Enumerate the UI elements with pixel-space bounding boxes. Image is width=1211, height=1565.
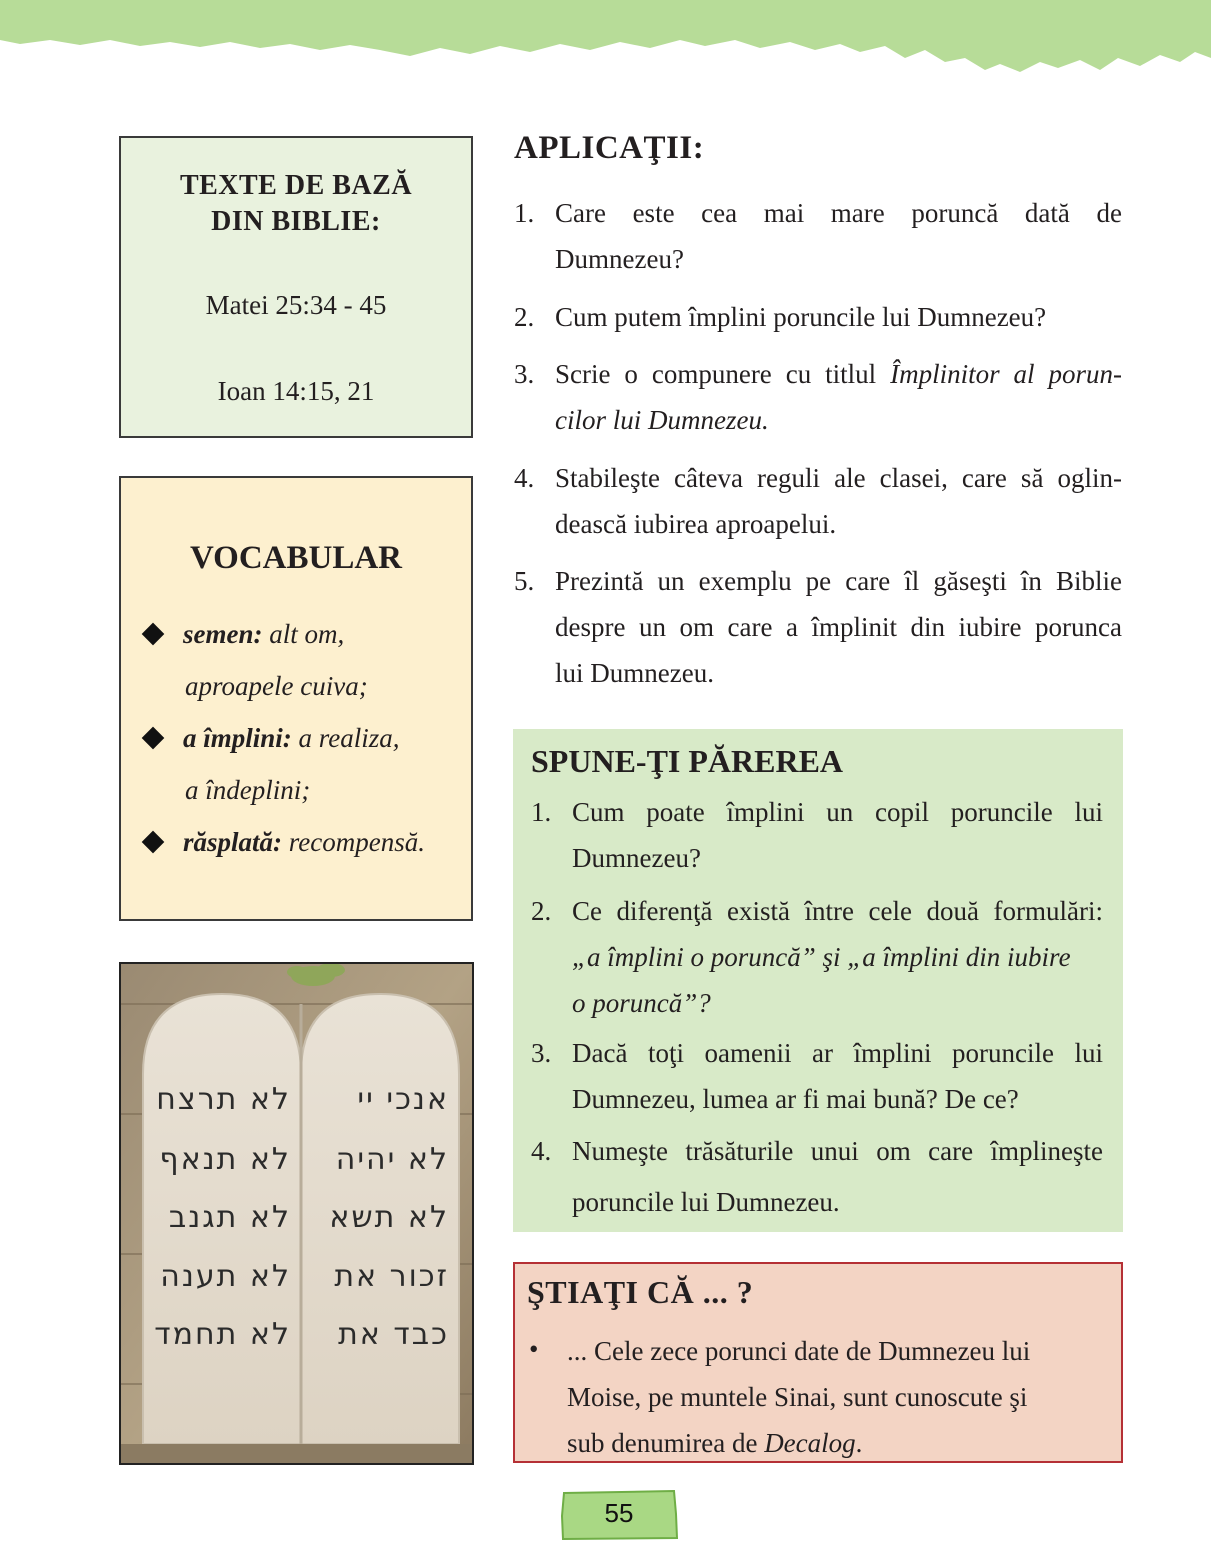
list-item-text: o poruncă”? xyxy=(572,988,711,1018)
opinion-list xyxy=(531,789,1105,1229)
vocabulary-item xyxy=(145,816,425,868)
applications-list xyxy=(514,190,1122,690)
tablet-left-line: לא תגנב xyxy=(168,1200,291,1235)
list-item-text: Dumnezeu? xyxy=(555,244,684,274)
list-item-text xyxy=(555,397,1122,443)
list-item-text: Cum putem împlini poruncile lui Dumnezeu? xyxy=(555,302,1047,332)
vocabulary-definition-cont: aproapele cuiva; xyxy=(185,671,368,701)
applications-title: APLICAŢII: xyxy=(514,130,705,166)
list-item-number: 2. xyxy=(531,896,552,926)
bible-texts-title-line2: DIN BIBLIE: xyxy=(211,206,381,237)
vocabulary-term: răsplată: xyxy=(183,827,283,857)
tablet-left-line: לא תענה xyxy=(160,1259,291,1294)
tablet-left-line: לא תחמד xyxy=(154,1317,291,1352)
list-item-text: Dumnezeu, lumea ar fi mai bună? De ce? xyxy=(572,1084,1019,1114)
vocabulary-definition-cont: a îndeplini; xyxy=(185,775,311,805)
list-item-text: Dumnezeu? xyxy=(572,843,701,873)
vocabulary-box xyxy=(119,476,473,921)
composition-title-italic: Împlinitor al porun- xyxy=(890,359,1122,389)
tablets-illustration xyxy=(121,964,472,1463)
tablet-right-line: לא יהיה xyxy=(335,1142,449,1177)
vocabulary-item xyxy=(145,608,344,660)
list-item-text: Numeşte trăsăturile unui om care împlineşte xyxy=(572,1136,1103,1166)
did-you-know-text-part: . xyxy=(855,1428,863,1458)
list-item-text: lui Dumnezeu. xyxy=(555,658,714,688)
composition-title-italic: cilor lui Dumnezeu. xyxy=(555,405,769,435)
bible-texts-box xyxy=(119,136,473,438)
did-you-know-line xyxy=(567,1420,1087,1466)
list-item-number: 4. xyxy=(514,463,535,493)
page-number: 55 xyxy=(604,1498,634,1528)
list-item-number: 2. xyxy=(514,302,535,332)
did-you-know-box xyxy=(513,1262,1123,1463)
list-item-number: 1. xyxy=(531,797,552,827)
decalog-term: Decalog xyxy=(764,1428,856,1458)
list-item-text: Prezintă un exemplu pe care îl găseşti în Biblie xyxy=(555,566,1122,596)
list-item-number: 4. xyxy=(531,1136,552,1166)
list-item-number: 3. xyxy=(514,359,535,389)
list-item-text: Stabileşte câteva reguli ale clasei, care să oglin- xyxy=(555,463,1122,493)
vocabulary-term: semen: xyxy=(183,619,263,649)
ten-commandments-tablets-photo xyxy=(119,962,474,1465)
tablet-right-line: זכור את xyxy=(334,1259,449,1294)
vocabulary-term: a împlini: xyxy=(183,723,292,753)
tablet-right-line: אנכי יי xyxy=(357,1082,449,1117)
bible-texts-title-line1: TEXTE DE BAZĂ xyxy=(179,170,413,201)
list-item-number: 1. xyxy=(514,198,535,228)
page-number-badge xyxy=(560,1490,678,1540)
tablet-right-line: כבד את xyxy=(338,1317,449,1352)
tablet-left-line: לא תרצח xyxy=(156,1082,291,1117)
list-item-text-part: Scrie o compunere cu titlul xyxy=(555,359,891,389)
vocabulary-item xyxy=(145,712,400,764)
list-item-text: dească iubirea aproapelui. xyxy=(555,509,837,539)
vocabulary-definition: recompensă. xyxy=(282,827,425,857)
bullet-icon: • xyxy=(529,1334,539,1364)
tablet-left-line: לא תנאף xyxy=(159,1142,291,1177)
top-decorative-band xyxy=(0,0,1211,80)
vocabulary-definition: a realiza, xyxy=(291,723,400,753)
diamond-bullet-icon xyxy=(142,726,165,749)
bible-reference-ioan: Ioan 14:15, 21 xyxy=(217,376,375,406)
list-item-number: 5. xyxy=(514,566,535,596)
opinion-title: SPUNE-ŢI PĂREREA xyxy=(531,743,844,779)
did-you-know-line: Moise, pe muntele Sinai, sunt cunoscute şi xyxy=(567,1382,1028,1412)
list-item-number: 3. xyxy=(531,1038,552,1068)
list-item-text: Care este cea mai mare poruncă dată de xyxy=(555,198,1122,228)
list-item-text: Cum poate împlini un copil poruncile lui xyxy=(572,797,1103,827)
did-you-know-title: ŞTIAŢI CĂ ... ? xyxy=(527,1274,754,1310)
vocabulary-definition: alt om, xyxy=(262,619,345,649)
bible-reference-matei: Matei 25:34 - 45 xyxy=(205,290,387,320)
did-you-know-text xyxy=(567,1328,1087,1466)
list-item-text: „a împlini o poruncă” şi „a împlini din iubire xyxy=(572,942,1071,972)
vocabulary-title: VOCABULAR xyxy=(189,540,403,576)
did-you-know-line: ... Cele zece porunci date de Dumnezeu lui xyxy=(567,1336,1031,1366)
tablet-right-line: לא תשא xyxy=(329,1200,449,1235)
bible-texts-title xyxy=(121,168,471,240)
diamond-bullet-icon xyxy=(142,622,165,645)
list-item-text: despre un om care a împlinit din iubire porunca xyxy=(555,612,1122,642)
did-you-know-text-part: sub denumirea de xyxy=(567,1428,765,1458)
diamond-bullet-icon xyxy=(142,830,165,853)
list-item-text xyxy=(555,351,1122,397)
list-item-text: Ce diferenţă există între cele două formulări: xyxy=(572,896,1103,926)
list-item-text: poruncile lui Dumnezeu. xyxy=(572,1187,840,1217)
opinion-box xyxy=(513,729,1123,1232)
list-item-text: Dacă toţi oamenii ar împlini poruncile lui xyxy=(572,1038,1103,1068)
